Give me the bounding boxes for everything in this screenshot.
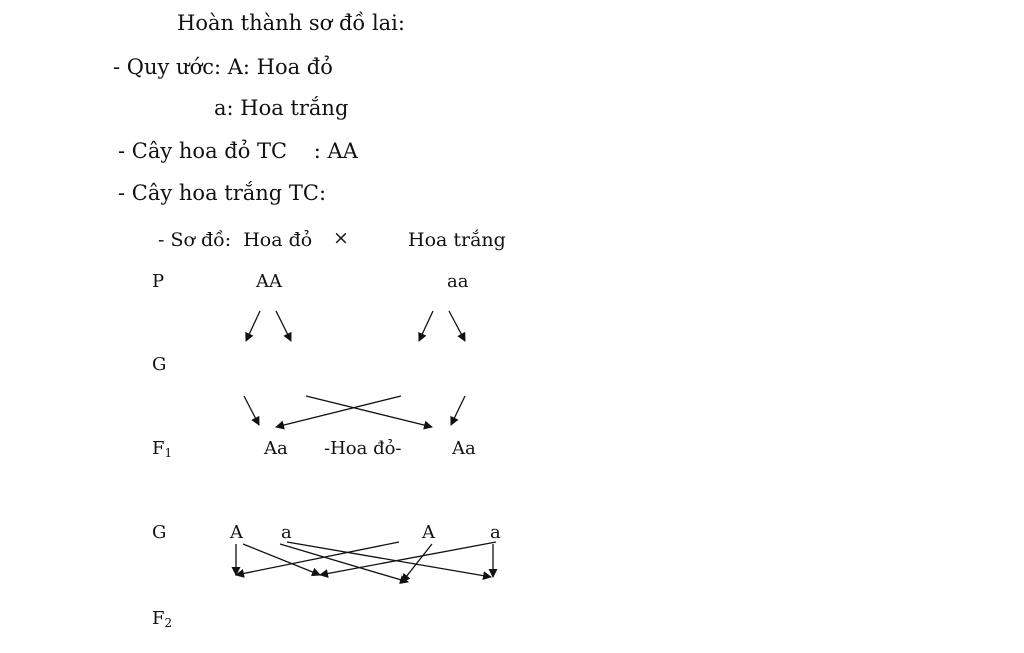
row-label-f2: $F_2$ <box>152 608 173 630</box>
cross-right-phenotype: Hoa trắng <box>408 229 506 251</box>
cross-label: - Sơ đồ: Hoa đỏ <box>158 229 313 251</box>
gamete-A-right: A <box>422 522 435 543</box>
white-plant-genotype: - Cây hoa trắng TC: <box>118 181 327 205</box>
arrow-g2-5 <box>280 544 408 582</box>
arrow-g-f1-3 <box>306 396 432 427</box>
row-label-g1: G <box>152 354 167 375</box>
parent-genotype-right: aa <box>447 271 469 292</box>
page-title: Hoàn thành sơ đồ lai: <box>177 11 405 35</box>
arrow-g-f1-1 <box>244 396 259 425</box>
row-label-g2: G <box>152 522 167 543</box>
f1-genotype-left: Aa <box>264 438 288 459</box>
f1-genotype-right: Aa <box>452 438 476 459</box>
row-label-p: P <box>152 271 165 292</box>
cross-symbol: × <box>333 227 349 249</box>
parent-genotype-left: AA <box>256 271 282 292</box>
arrow-g2-7 <box>287 542 491 577</box>
arrow-p-left-1 <box>246 311 260 341</box>
gamete-A-left: A <box>230 522 243 543</box>
arrow-g-f1-4 <box>451 396 465 425</box>
convention-recessive: a: Hoa trắng <box>214 96 349 120</box>
arrow-g2-4 <box>320 542 496 575</box>
row-label-f1: $F_1$ <box>152 438 173 460</box>
gamete-a-left: a <box>281 522 292 543</box>
red-plant-genotype: - Cây hoa đỏ TC : AA <box>118 139 358 163</box>
arrow-p-left-2 <box>276 311 291 341</box>
arrow-g-f1-2 <box>276 396 401 427</box>
gamete-a-right: a <box>490 522 501 543</box>
arrow-g2-3 <box>243 544 320 575</box>
convention-dominant: - Quy ước: A: Hoa đỏ <box>113 55 333 79</box>
arrow-p-right-1 <box>419 311 433 341</box>
arrow-p-right-2 <box>449 311 465 341</box>
f1-phenotype: -Hoa đỏ- <box>324 438 402 459</box>
